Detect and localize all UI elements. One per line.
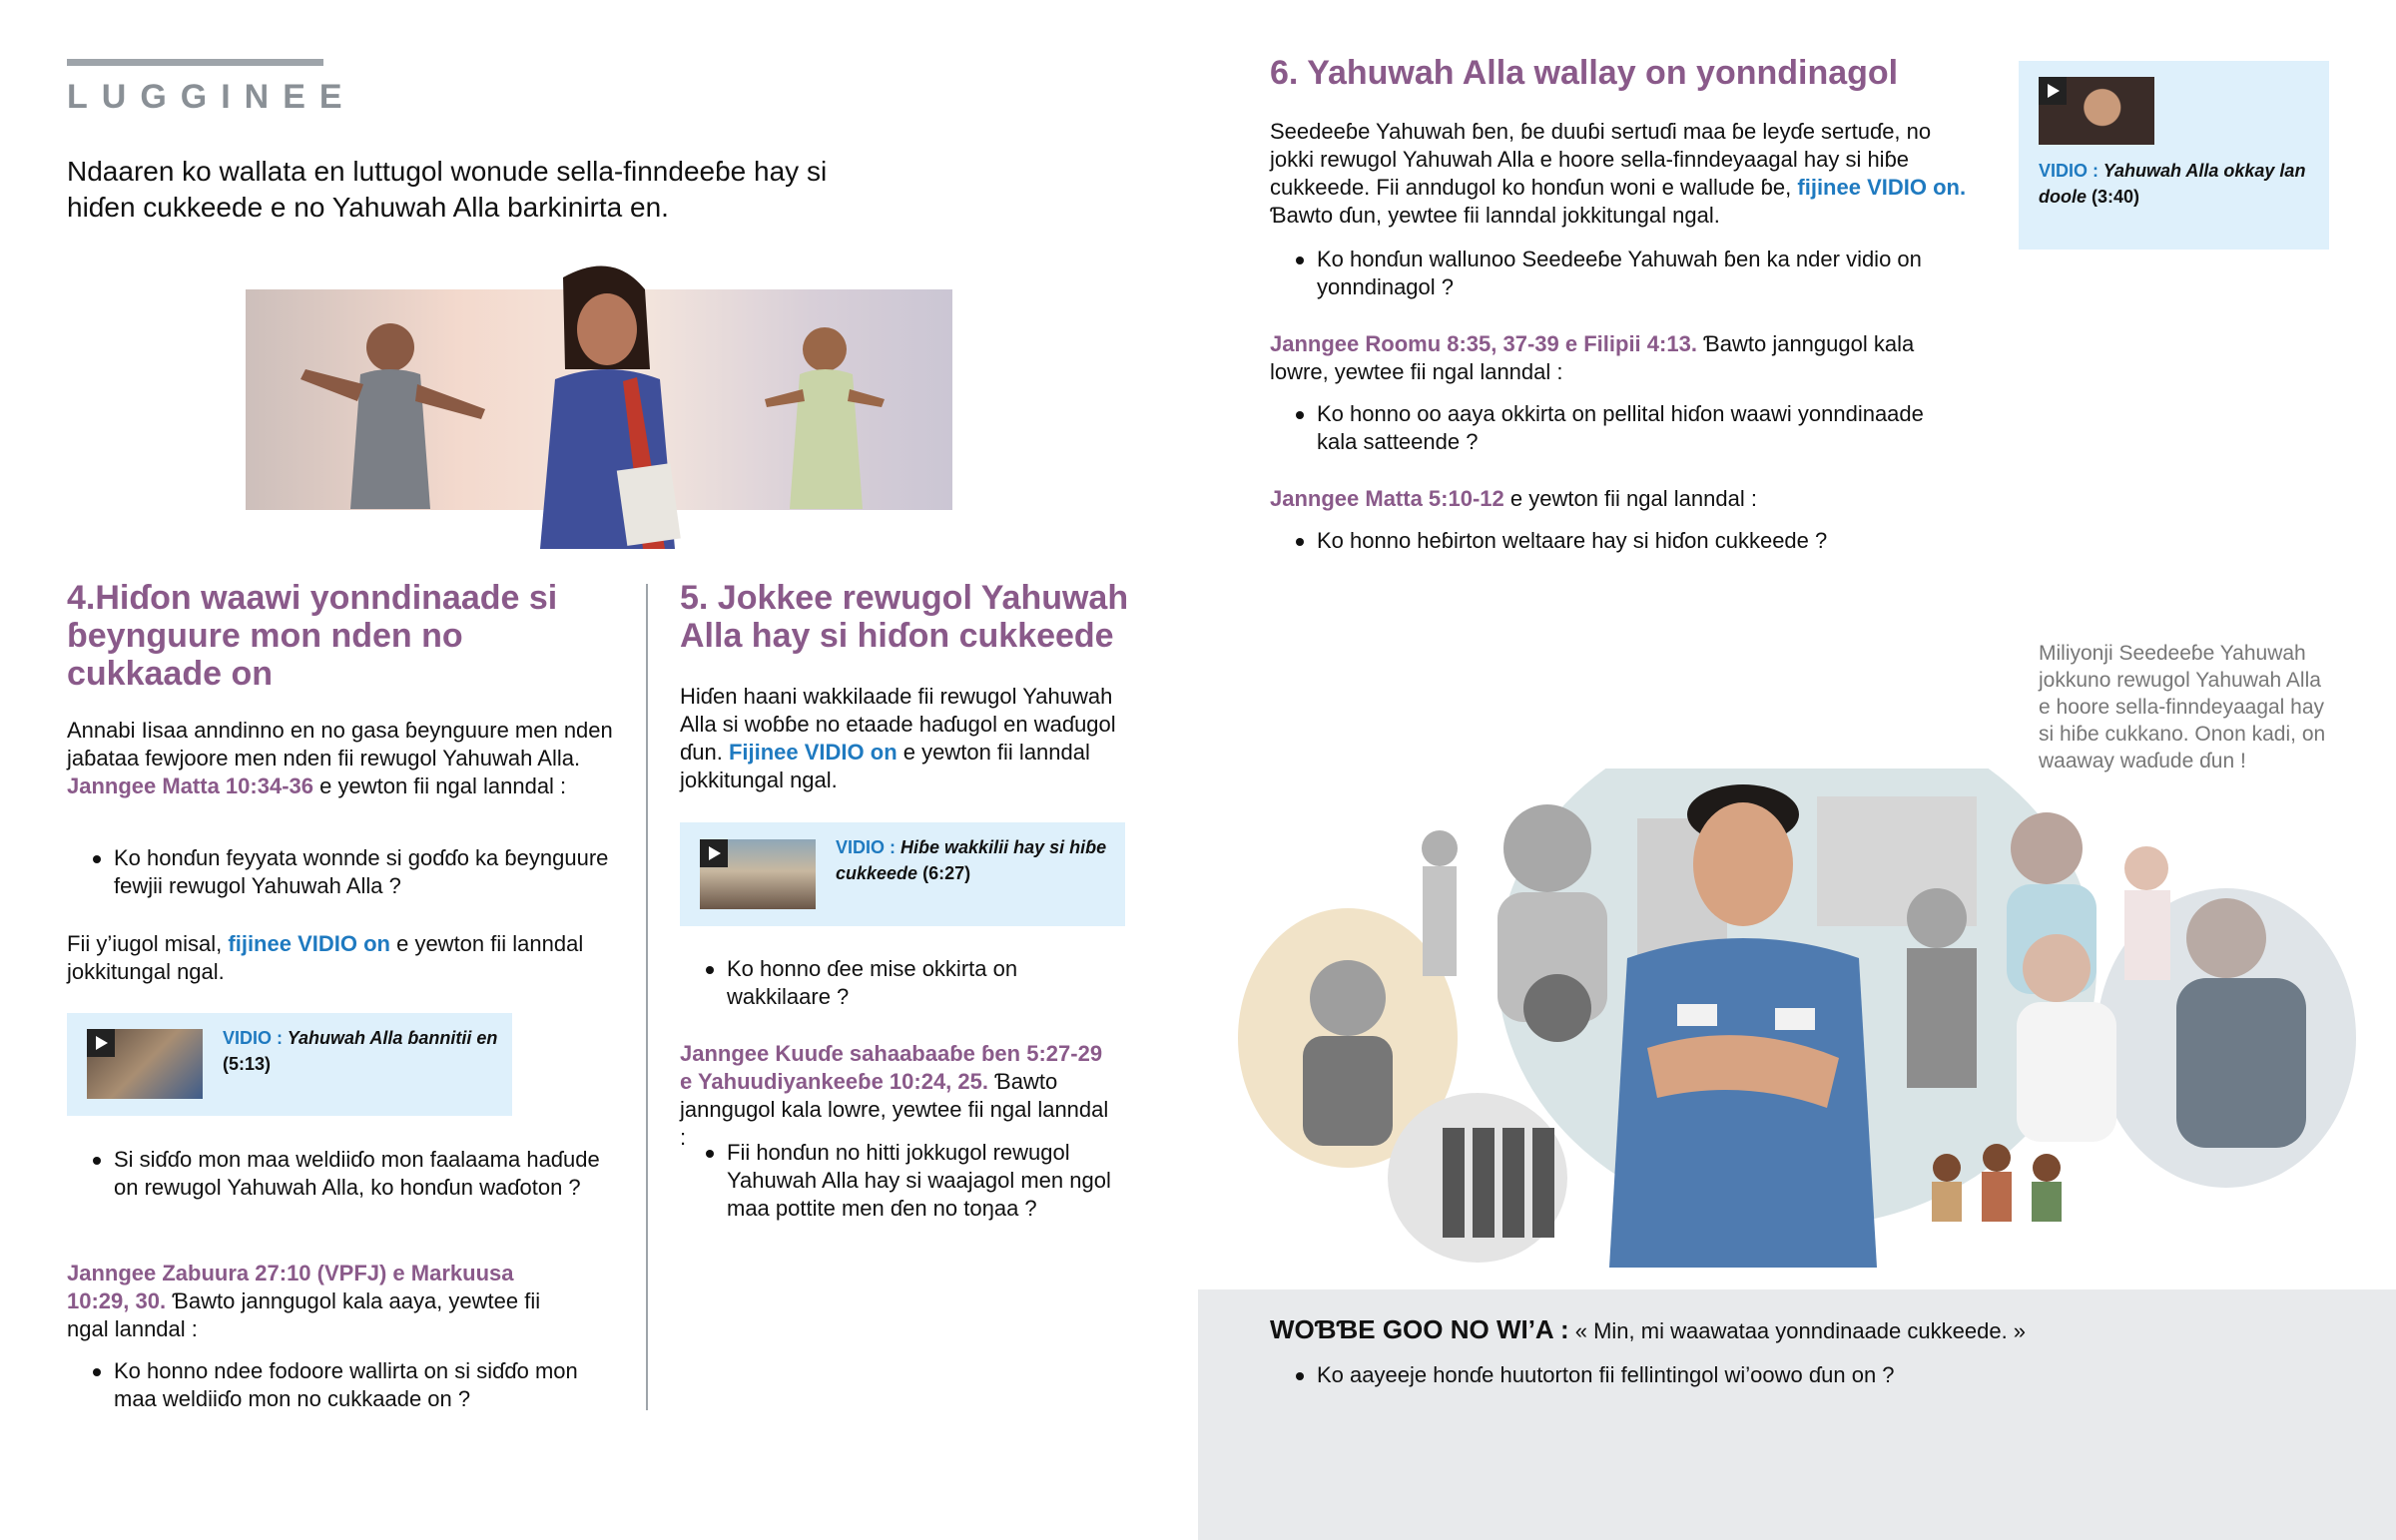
video-duration: (5:13) (223, 1054, 272, 1074)
video-title: Yahuwah Alla ɓannitii en (287, 1028, 498, 1048)
paragraph-text: Ɓawto ɗun, yewtee fii lanndal jokkitungal ngal. (1270, 203, 1720, 228)
paragraph-text: Ɓawto janngugol kala lowre, yewtee fii ngal lanndal : (680, 1069, 1109, 1150)
video-link[interactable]: Fijinee VIDIO on (728, 740, 898, 765)
video-title: Yahuwah Alla okkay lan doole (2039, 161, 2306, 207)
section6-question-list-3 (1270, 527, 1969, 555)
video-link[interactable]: fijinee VIDIO on (228, 931, 390, 956)
video-thumbnail[interactable] (700, 839, 816, 909)
video-caption[interactable] (836, 834, 1115, 886)
young-woman-figure (540, 265, 681, 549)
objection-label: WOƁƁE GOO NO WI’A : (1270, 1314, 1569, 1344)
video-box-section6[interactable] (2019, 61, 2329, 250)
video-thumbnail[interactable] (2039, 77, 2154, 145)
section6-heading: 6. Yahuwah Alla wallay on yonndinagol (1270, 54, 1899, 92)
video-label: VIDIO : (836, 837, 897, 857)
paragraph-text: Hiɗen haani wakkilaade fii rewugol Yahuwah Alla si woɓɓe no etaade haɗugol en waɗugol ɗun. (680, 684, 1116, 765)
scripture-ref-matta-5[interactable]: Janngee Matta 5:10-12 (1270, 486, 1504, 511)
section6-question-list-1 (1270, 246, 1969, 301)
section6-paragraph-2 (1270, 330, 1969, 386)
question-item: Ko honno oo aaya okkirta on pellital hiɗon waawi yonndinaade kala satteende ? (1270, 400, 1969, 456)
play-icon[interactable] (700, 839, 728, 867)
scripture-ref-zabuura[interactable]: Janngee Zabuura 27:10 (VPFJ) e Markuusa 10:29, 30. (67, 1261, 514, 1313)
section4-paragraph-3 (67, 1260, 566, 1343)
question-item: Ko honɗun feyyata wonnde si goɗɗo ka ɓeynguure fewjii rewugol Yahuwah Alla ? (67, 844, 626, 900)
section5-question-list-1 (680, 955, 1119, 1011)
video-title: Hiɓe wakkilii hay si hiɓe cukkeede (836, 837, 1107, 883)
paragraph-text: Annabi Iisaa anndinno en no gasa ɓeynguure men nden jaɓataa fewjoore men nden fii rewugol Yahuwah Alla. (67, 718, 613, 770)
section6-question-list-2 (1270, 400, 1969, 456)
section5-question-list-2 (680, 1139, 1119, 1223)
question-item: Ko aayeeje honɗe huutorton fii fellintingol wi’oowo ɗun on ? (1270, 1361, 2368, 1389)
scripture-ref-matta[interactable]: Janngee Matta 10:34-36 (67, 773, 313, 798)
paragraph-text: e yewton fii lanndal jokkitungal ngal. (680, 740, 1090, 792)
question-item: Ko honno heɓirton weltaare hay si hiɗon cukkeede ? (1270, 527, 1969, 555)
video-label: VIDIO : (223, 1028, 284, 1048)
section5-paragraph-2 (680, 1040, 1119, 1152)
question-item: Ko honɗun wallunoo Seedeeɓe Yahuwah ɓen ka nder vidio on yonndinagol ? (1270, 246, 1969, 301)
question-item: Si siɗɗo mon maa weldiiɗo mon faalaama haɗude on rewugol Yahuwah Alla, ko honɗun waɗoton ? (67, 1146, 626, 1202)
section6-paragraph-3 (1270, 485, 1969, 513)
paragraph-text: e yewton fii lanndal jokkitungal ngal. (67, 931, 584, 984)
video-duration: (6:27) (922, 863, 971, 883)
scripture-ref-kuude[interactable]: Janngee Kuuɗe sahaabaaɓe ɓen 5:27-29 e Yahuudiyankeeɓe 10:24, 25. (680, 1041, 1103, 1094)
intro-text: Ndaaren ko wallata en luttugol wonude sella-finndeeɓe hay si hiɗen cukkeede e no Yahuwah Alla barkinirta en. (67, 156, 828, 223)
section-rule (67, 59, 323, 66)
video-label: VIDIO : (2039, 161, 2099, 181)
video-caption[interactable] (223, 1025, 502, 1077)
question-item: Ko honno ɗee mise okkirta on wakkilaare ? (680, 955, 1119, 1011)
paragraph-text: Seedeeɓe Yahuwah ɓen, ɓe duuɓi sertuɗi maa ɓe leyɗe sertuɗe, no jokki rewugol Yahuwah Alla e hoore sella-finndeyaagal hay si hiɓe cukkeede. Fii anndugol ko honɗun woni e wallude ɓe, (1270, 119, 1932, 200)
objection-quote: « Min, mi waawataa yonndinaade cukkeede. » (1574, 1318, 2027, 1343)
section6-paragraph-1 (1270, 118, 1969, 230)
video-link[interactable]: fijinee VIDIO on. (1797, 175, 1967, 200)
section-title: LUGGINEE (67, 78, 356, 116)
paragraph-text: Ɓawto janngugol kala aaya, yewtee fii ngal lanndal : (67, 1288, 541, 1341)
witnesses-collage-illustration (1228, 769, 2366, 1287)
paragraph-text: Fii y’iugol misal, (67, 931, 223, 956)
section4-question-list-3 (67, 1357, 606, 1413)
video-duration: (3:40) (2092, 187, 2140, 207)
paragraph-text: Ɓawto janngugol kala lowre, yewtee fii ngal lanndal : (1270, 331, 1915, 384)
play-icon[interactable] (87, 1029, 115, 1057)
video-box-section5[interactable] (680, 822, 1125, 926)
question-item: Fii honɗun no hitti jokkugol rewugol Yahuwah Alla hay si waajagol men ngol maa pottite men ɗen no toŋaa ? (680, 1139, 1119, 1223)
paragraph-text: e yewton fii ngal lanndal : (319, 773, 567, 798)
paragraph-text: e yewton fii ngal lanndal : (1509, 486, 1757, 511)
section4-paragraph-1 (67, 717, 626, 800)
father-figure (300, 323, 485, 509)
section4-paragraph-2 (67, 930, 626, 986)
question-item: Ko honno ndee fodoore wallirta on si siɗɗo mon maa weldiiɗo mon no cukkaade on ? (67, 1357, 606, 1413)
section5-paragraph-1 (680, 683, 1119, 794)
hero-illustration (246, 289, 952, 510)
section4-question-list-2 (67, 1146, 626, 1202)
illustration-caption: Miliyonji Seedeeɓe Yahuwah jokkuno rewugol Yahuwah Alla e hoore sella-finndeyaagal hay si hiɓe cukkano. Onon kadi, on waaway waɗude ɗun ! (2039, 642, 2326, 772)
objection-box (1198, 1289, 2396, 1540)
objection-question-list (1270, 1361, 2368, 1389)
scripture-ref-roomu[interactable]: Janngee Roomu 8:35, 37-39 e Filipii 4:13. (1270, 331, 1697, 356)
play-icon[interactable] (2039, 77, 2067, 105)
section4-heading: 4.Hiɗon waawi yonndinaade si ɓeynguure mon nden no cukkaade on (67, 579, 558, 693)
video-thumbnail[interactable] (87, 1029, 203, 1099)
section4-question-list-1 (67, 844, 626, 900)
mother-figure (765, 327, 885, 509)
section5-heading: 5. Jokkee rewugol Yahuwah Alla hay si hiɗon cukkeede (680, 579, 1129, 655)
objection-line (1270, 1315, 2368, 1345)
video-box-section4[interactable] (67, 1013, 512, 1116)
video-caption[interactable] (2039, 158, 2318, 210)
column-divider (646, 584, 648, 1410)
